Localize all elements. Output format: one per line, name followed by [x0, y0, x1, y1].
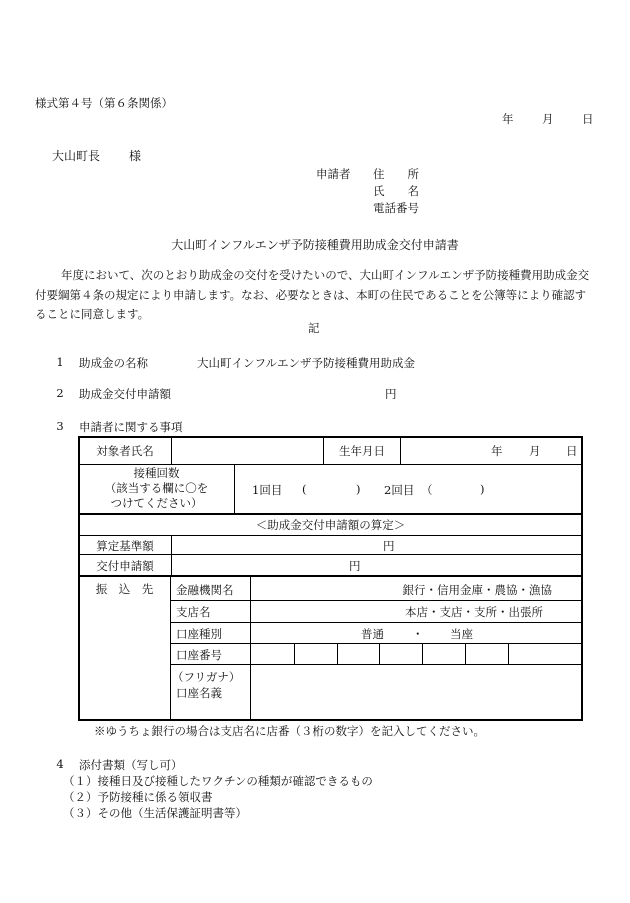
second-dose-paren-close: ) [480, 482, 485, 496]
account-type-label: 口座種別 [176, 627, 222, 641]
document-title: 大山町インフルエンザ予防接種費用助成金交付申請書 [171, 238, 459, 252]
subject-name-label: 対象者氏名 [96, 444, 154, 458]
item-1-number: 1 [56, 355, 64, 369]
bank-label: 金融機関名 [176, 583, 234, 597]
item-2-label: 助成金交付申請額 [79, 387, 171, 401]
account-type-current: 当座 [450, 627, 473, 641]
applicant-label: 申請者 [316, 167, 351, 181]
birth-year-label: 年 [491, 444, 503, 458]
branch-label: 支店名 [176, 605, 211, 619]
item-3-label: 申請者に関する事項 [79, 420, 183, 434]
first-dose-paren-close: ) [356, 482, 361, 496]
birth-date-label: 生年月日 [339, 444, 385, 458]
item-2-number: 2 [56, 386, 64, 400]
item-1-label: 助成金の名称 [79, 356, 148, 370]
item-2-unit: 円 [385, 387, 397, 401]
applicant-phone-label: 電話番号 [373, 201, 419, 215]
first-dose-paren-open: ( [302, 482, 307, 496]
applicant-address-label: 住 所 [373, 167, 419, 181]
account-holder-label: 口座名義 [176, 686, 222, 700]
vaccination-count-label: 接種回数 （該当する欄に〇を つけてください） [104, 466, 209, 510]
date-month-label: 月 [542, 112, 554, 126]
grant-amount-yen: 円 [349, 559, 361, 573]
date-year-label: 年 [502, 112, 514, 126]
item-3-number: 3 [56, 419, 64, 433]
base-amount-label: 算定基準額 [96, 539, 154, 553]
addressee-name: 大山町長 [52, 149, 101, 163]
furigana-label: （フリガナ） [172, 670, 241, 684]
second-dose-label: 2回目 [384, 483, 415, 497]
first-dose-label: 1回目 [252, 483, 283, 497]
birth-month-label: 月 [529, 444, 541, 458]
body-paragraph: 年度において、次のとおり助成金の交付を受けたいので、大山町インフルエンザ予防接種費用助成金交付要綱第４条の規定により申請します。なお、必要なときは、本町の住民であることを公簿等により確認することに同意します。 [35, 268, 590, 321]
item-4-label: 添付書類（写し可） [79, 758, 183, 772]
item-4-number: 4 [56, 757, 64, 771]
transfer-label: 振 込 先 [95, 582, 154, 596]
birth-day-label: 日 [566, 444, 578, 458]
date-day-label: 日 [582, 112, 594, 126]
base-amount-yen: 円 [383, 539, 395, 553]
subject-name-field[interactable] [172, 437, 322, 463]
grant-amount-label: 交付申請額 [96, 559, 154, 573]
account-number-label: 口座番号 [176, 648, 222, 662]
second-dose-paren-open: （ [421, 483, 433, 497]
attachment-1: （１）接種日及び接種したワクチンの種類が確認できるもの [63, 774, 373, 788]
yucho-note: ※ゆうちょ銀行の場合は支店名に店番（３桁の数字）を記入してください。 [94, 724, 485, 738]
account-type-dot: ・ [412, 627, 424, 641]
ki-label: 記 [308, 321, 320, 335]
bank-options: 銀行・信用金庫・農協・漁協 [402, 583, 552, 597]
item-1-value: 大山町インフルエンザ予防接種費用助成金 [197, 356, 416, 370]
form-number: 様式第４号（第６条関係） [35, 96, 173, 110]
account-type-ordinary: 普通 [361, 627, 384, 641]
addressee-honorific: 様 [129, 149, 142, 163]
attachment-3: （３）その他（生活保護証明書等） [63, 806, 247, 820]
attachment-2: （２）予防接種に係る領収書 [63, 790, 213, 804]
calc-header: ＜助成金交付申請額の算定＞ [255, 518, 406, 532]
branch-options: 本店・支店・支所・出張所 [405, 605, 543, 619]
applicant-name-label: 氏 名 [373, 184, 419, 198]
